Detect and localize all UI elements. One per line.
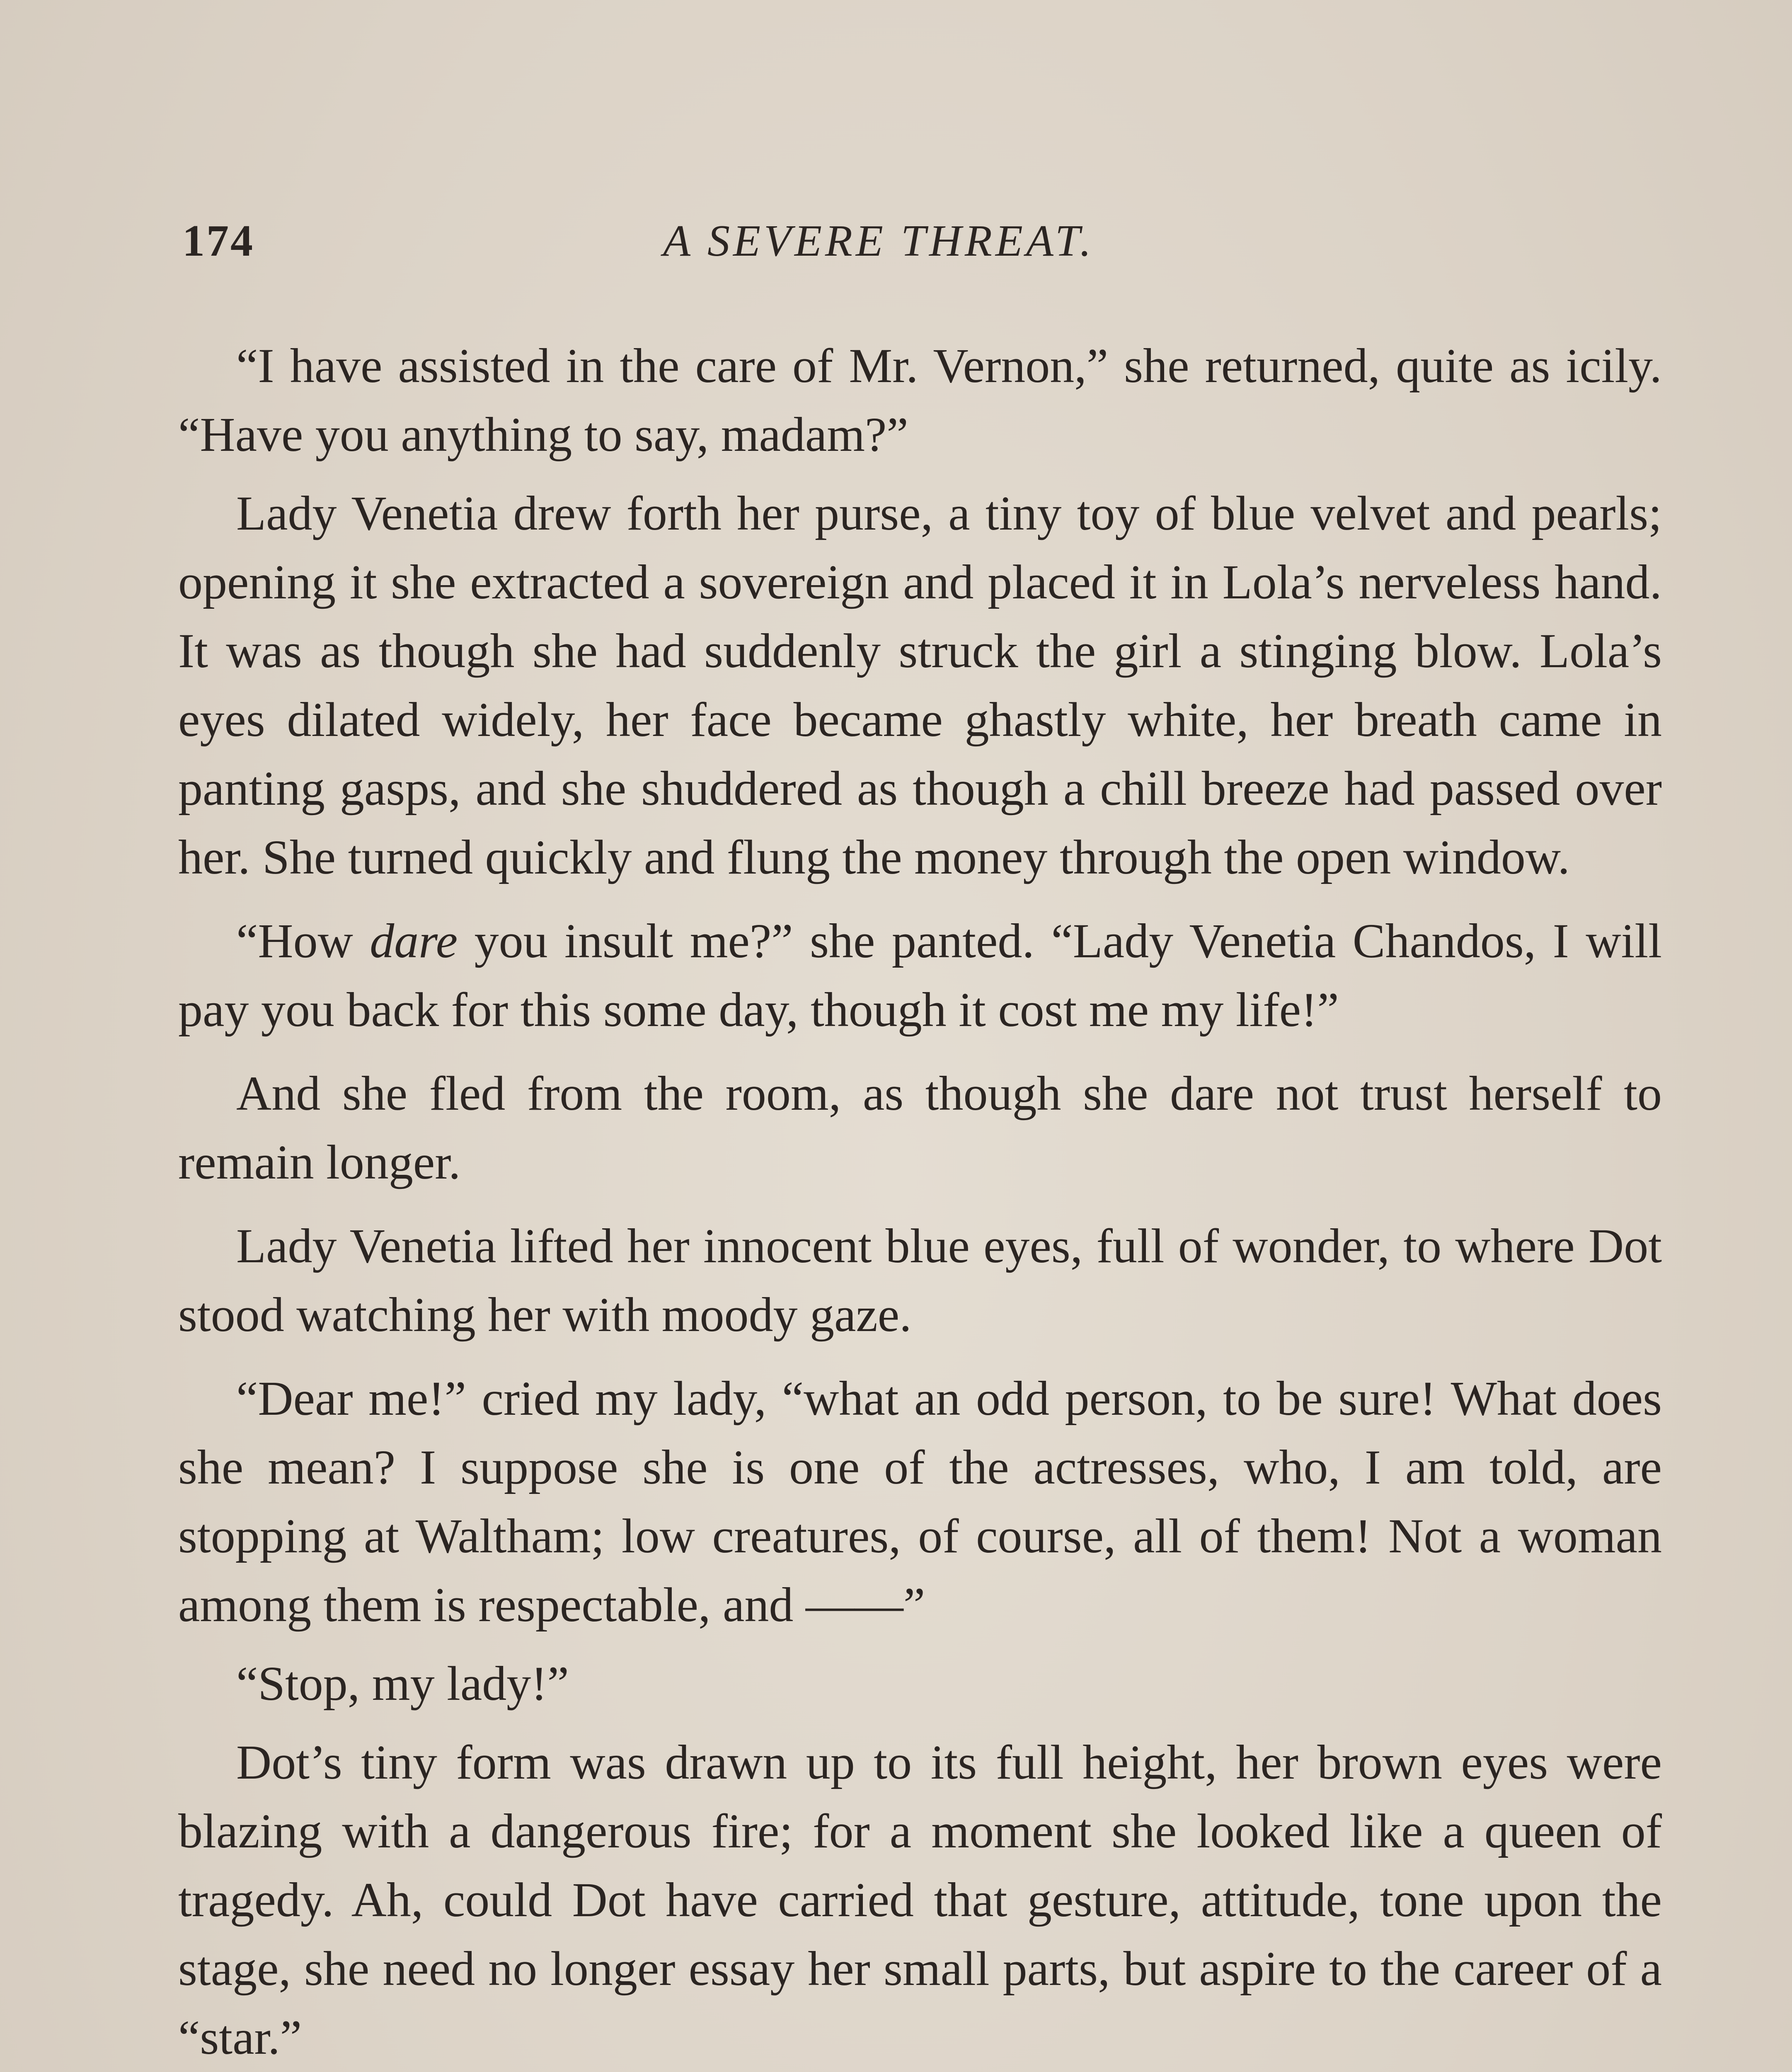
paragraph: Dot’s tiny form was drawn up to its full height, her brown eyes were blazing with a dangerous fire; for a moment she looked like a queen of tragedy. Ah, could Dot have carried that gesture, attitude, tone upon the stage, she need no longer essay her small parts, but aspire to the career of a “star.” [178,1735,1662,2065]
page-number: 174 [182,216,254,266]
paragraph: “I have assisted in the care of Mr. Vernon,” she returned, quite as icily. “Have you anything to say, madam?” [178,339,1662,462]
text-run: you insult me?” she panted. “Lady Venetia Chandos, I will pay you back for this some day, though it cost me my life!” [178,914,1662,1037]
paragraph [178,907,1662,1044]
italic-text: dare [370,914,458,968]
text-run: “How [236,914,370,968]
paragraph: Lady Venetia lifted her innocent blue eyes, full of wonder, to where Dot stood watching her with moody gaze. [178,1219,1662,1342]
paragraph: And she fled from the room, as though she dare not trust herself to remain longer. [178,1066,1662,1189]
paragraph: “Dear me!” cried my lady, “what an odd person, to be sure! What does she mean? I suppose she is one of the actresses, who, I am told, are stopping at Waltham; low creatures, of course, all of them! Not a woman among them is respectable, and ——” [178,1371,1662,1632]
running-head [182,215,1608,274]
paragraph: Lady Venetia drew forth her purse, a tiny toy of blue velvet and pearls; opening it she extracted a sovereign and placed it in Lola’s nerveless hand. It was as though she had suddenly struck the girl a stinging blow. Lola’s eyes dilated widely, her face became ghastly white, her breath came in panting gasps, and she shuddered as though a chill breeze had passed over her. She turned quickly and flung the money through the open window. [178,486,1662,884]
body-text [178,332,1662,2072]
paragraph: “Stop, my lady!” [236,1656,569,1711]
chapter-title: A SEVERE THREAT. [663,216,1095,266]
